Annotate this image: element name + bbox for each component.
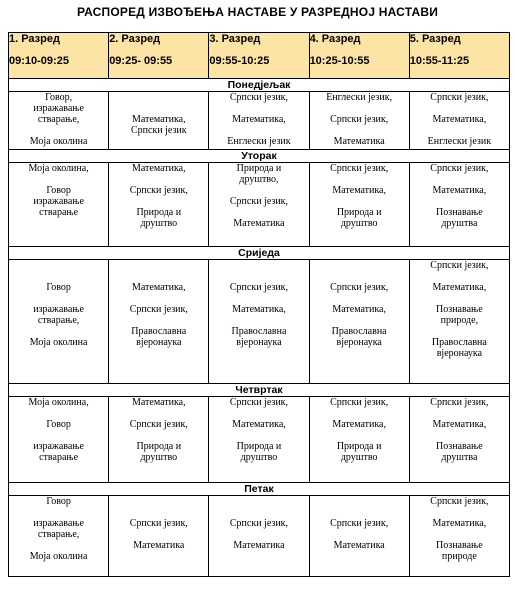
spacer — [310, 271, 409, 282]
header-row — [9, 33, 510, 79]
subject-line: Енглески језик, — [326, 92, 393, 103]
subject-line: Српски језик, — [129, 518, 188, 529]
spacer — [310, 174, 409, 185]
subject-line: Српски језик — [130, 125, 187, 136]
spacer — [109, 496, 208, 507]
subject-line: стварање, — [37, 529, 80, 540]
spacer — [310, 103, 409, 114]
spacer — [410, 430, 509, 441]
subject-line: Српски језик, — [129, 304, 188, 315]
subject-line: Математика — [233, 540, 285, 551]
spacer — [109, 103, 208, 114]
subject-line: Математика, — [131, 282, 186, 293]
subject-line: изражавање — [33, 304, 84, 315]
subject-line: Српски језик, — [430, 163, 489, 174]
subject-line: изражавање — [33, 441, 84, 452]
subject-line: Српски језик, — [430, 397, 489, 408]
subject-line: Говор — [46, 419, 71, 430]
subject-line: изражавање — [33, 103, 84, 114]
subject-line: Природа и — [236, 163, 282, 174]
spacer — [9, 326, 108, 337]
spacer — [109, 507, 208, 518]
lesson-cell — [209, 496, 309, 577]
subject-line: вјеронаука — [136, 337, 182, 348]
grade-label: 3. Разред — [209, 33, 261, 45]
spacer — [9, 260, 108, 271]
spacer — [109, 529, 208, 540]
subject-line: Природа и — [136, 207, 182, 218]
time-label: 09:55-10:25 — [209, 55, 270, 67]
lesson-cell — [409, 397, 509, 483]
spacer — [410, 125, 509, 136]
subject-line: друштво — [240, 452, 278, 463]
subject-line: Српски језик, — [229, 92, 289, 103]
spacer — [310, 196, 409, 207]
spacer — [9, 540, 108, 551]
spacer — [209, 185, 308, 196]
spacer — [109, 196, 208, 207]
spacer — [410, 529, 509, 540]
spacer — [410, 326, 509, 337]
grade-label: 1. Разред — [9, 33, 60, 45]
subject-line: Православна — [331, 326, 387, 337]
subject-line: Математика, — [332, 419, 386, 430]
subject-line: Српски језик, — [229, 518, 289, 529]
lesson-cell — [9, 496, 109, 577]
lesson-cell — [409, 496, 509, 577]
schedule-body — [9, 79, 510, 577]
lesson-cell — [309, 496, 409, 577]
spacer — [410, 507, 509, 518]
spacer — [9, 174, 108, 185]
spacer — [109, 271, 208, 282]
grade-header-2 — [109, 33, 209, 79]
lesson-cell — [309, 92, 409, 150]
lesson-cell — [109, 260, 209, 384]
lesson-cell — [409, 92, 509, 150]
spacer — [410, 103, 509, 114]
spacer — [410, 196, 509, 207]
subject-line: Математика, — [432, 518, 487, 529]
subject-line: Природа и — [136, 441, 182, 452]
spacer — [109, 174, 208, 185]
grade-label: 4. Разред — [309, 33, 361, 45]
lesson-cell — [409, 163, 509, 247]
grade-header-4 — [309, 33, 409, 79]
day-header-row — [9, 384, 510, 397]
grade-header-5 — [409, 33, 509, 79]
lesson-cell — [109, 496, 209, 577]
subject-line: Енглески језик — [227, 136, 291, 147]
lessons-row — [9, 397, 510, 483]
lesson-cell — [109, 92, 209, 150]
subject-line: стварање, — [37, 315, 80, 326]
subject-line: Говор — [46, 282, 71, 293]
spacer — [109, 315, 208, 326]
lesson-cell — [109, 163, 209, 247]
subject-line: друштво — [140, 218, 178, 229]
spacer — [310, 125, 409, 136]
subject-line: Моја околина — [29, 551, 88, 562]
subject-line: природе — [441, 551, 477, 562]
subject-line: Српски језик, — [330, 518, 389, 529]
subject-line: Познавање — [436, 441, 483, 452]
spacer — [310, 408, 409, 419]
subject-line: Српски језик, — [129, 185, 188, 196]
subject-line: Математика, — [131, 397, 186, 408]
grade-header-1 — [9, 33, 109, 79]
subject-line: стварање — [39, 452, 79, 463]
spacer — [9, 125, 108, 136]
spacer — [209, 103, 308, 114]
subject-line: Познавање — [436, 304, 483, 315]
spacer — [9, 293, 108, 304]
spacer — [9, 408, 108, 419]
spacer — [109, 408, 208, 419]
lesson-cell — [309, 260, 409, 384]
subject-line: Математика, — [232, 304, 286, 315]
subject-line: Природа и — [336, 207, 382, 218]
subject-line: Математика, — [432, 185, 487, 196]
lesson-cell — [209, 92, 309, 150]
spacer — [209, 529, 308, 540]
day-name: Четвртак — [9, 384, 510, 397]
spacer — [310, 496, 409, 507]
subject-line: Српски језик, — [430, 260, 489, 271]
day-name: Петак — [9, 483, 510, 496]
subject-line: Математика — [333, 540, 385, 551]
subject-line: Математика, — [131, 163, 186, 174]
spacer — [9, 430, 108, 441]
subject-line: Православна — [431, 337, 487, 348]
grade-label: 5. Разред — [409, 33, 461, 45]
spacer — [209, 260, 308, 271]
grade-label: 2. Разред — [109, 33, 161, 45]
lesson-cell — [409, 260, 509, 384]
spacer — [209, 507, 308, 518]
subject-line: Математика, — [432, 282, 487, 293]
spacer — [410, 174, 509, 185]
subject-line: изражавање — [33, 196, 84, 207]
subject-line: стварање — [39, 207, 79, 218]
spacer — [9, 507, 108, 518]
spacer — [410, 293, 509, 304]
day-header-row — [9, 150, 510, 163]
subject-line: Српски језик, — [330, 282, 389, 293]
subject-line: друштво — [340, 218, 378, 229]
lesson-cell — [209, 163, 309, 247]
subject-line: Говор, — [45, 92, 73, 103]
subject-line: друштво — [140, 452, 178, 463]
schedule-table — [8, 32, 510, 577]
spacer — [310, 529, 409, 540]
grade-header-3 — [209, 33, 309, 79]
subject-line: Српски језик, — [430, 496, 489, 507]
day-name: Сриједа — [9, 247, 510, 260]
subject-line: Математика, — [432, 419, 487, 430]
lessons-row — [9, 496, 510, 577]
day-name: Понедјељак — [9, 79, 510, 92]
subject-line: вјеронаука — [436, 348, 483, 359]
subject-line: друштво, — [239, 174, 279, 185]
spacer — [109, 293, 208, 304]
spacer — [410, 271, 509, 282]
time-label: 09:25- 09:55 — [109, 55, 173, 67]
subject-line: Српски језик, — [129, 419, 188, 430]
subject-line: Говор — [46, 496, 71, 507]
subject-line: Математика — [133, 540, 185, 551]
spacer — [209, 408, 308, 419]
subject-line: Говор — [46, 185, 71, 196]
subject-line: Математика, — [332, 185, 386, 196]
subject-line: Математика, — [232, 419, 286, 430]
spacer — [209, 315, 308, 326]
spacer — [109, 260, 208, 271]
spacer — [310, 430, 409, 441]
subject-line: Природа и — [336, 441, 382, 452]
lesson-cell — [109, 397, 209, 483]
spacer — [209, 271, 308, 282]
subject-line: Математика — [233, 218, 285, 229]
day-header-row — [9, 247, 510, 260]
subject-line: природе, — [440, 315, 479, 326]
day-name: Уторак — [9, 150, 510, 163]
subject-line: Српски језик, — [229, 196, 289, 207]
spacer — [9, 271, 108, 282]
lesson-cell — [9, 163, 109, 247]
day-header-row — [9, 79, 510, 92]
subject-line: Познавање — [436, 207, 483, 218]
subject-line: Математика, — [232, 114, 286, 125]
subject-line: Моја околина, — [28, 397, 89, 408]
spacer — [310, 507, 409, 518]
spacer — [109, 430, 208, 441]
subject-line: Моја околина, — [28, 163, 89, 174]
subject-line: Моја околина — [29, 337, 88, 348]
time-label: 10:55-11:25 — [409, 55, 470, 67]
lesson-cell — [309, 163, 409, 247]
subject-line: Математика, — [131, 114, 186, 125]
spacer — [410, 408, 509, 419]
subject-line: Природа и — [236, 441, 282, 452]
time-label: 09:10-09:25 — [9, 55, 69, 67]
subject-line: Српски језик, — [430, 92, 489, 103]
subject-line: друштва — [441, 452, 478, 463]
spacer — [310, 293, 409, 304]
subject-line: Моја околина — [29, 136, 88, 147]
subject-line: друштва — [441, 218, 478, 229]
subject-line: Православна — [131, 326, 187, 337]
subject-line: друштво — [340, 452, 378, 463]
subject-line: вјеронаука — [336, 337, 382, 348]
spacer — [209, 207, 308, 218]
lessons-row — [9, 260, 510, 384]
subject-line: Математика, — [432, 114, 487, 125]
lesson-cell — [209, 260, 309, 384]
subject-line: Српски језик, — [330, 397, 389, 408]
lesson-cell — [9, 397, 109, 483]
lesson-cell — [309, 397, 409, 483]
lessons-row — [9, 92, 510, 150]
lesson-cell — [9, 260, 109, 384]
lesson-cell — [209, 397, 309, 483]
spacer — [109, 92, 208, 103]
lessons-row — [9, 163, 510, 247]
subject-line: Српски језик, — [229, 282, 289, 293]
time-label: 10:25-10:55 — [309, 55, 370, 67]
subject-line: Српски језик, — [330, 163, 389, 174]
subject-line: Српски језик, — [229, 397, 289, 408]
subject-line: Српски језик, — [330, 114, 389, 125]
subject-line: Православна — [231, 326, 287, 337]
spacer — [209, 125, 308, 136]
spacer — [209, 293, 308, 304]
subject-line: Познавање — [436, 540, 483, 551]
subject-line: Математика, — [332, 304, 386, 315]
spacer — [209, 496, 308, 507]
subject-line: вјеронаука — [236, 337, 282, 348]
spacer — [310, 315, 409, 326]
spacer — [209, 430, 308, 441]
subject-line: Математика — [333, 136, 385, 147]
page-title: РАСПОРЕД ИЗВОЂЕЊА НАСТАВЕ У РАЗРЕДНОЈ НАСТАВИ — [76, 5, 439, 19]
lesson-cell — [9, 92, 109, 150]
day-header-row — [9, 483, 510, 496]
spacer — [310, 260, 409, 271]
subject-line: изражавање — [33, 518, 84, 529]
subject-line: стварање, — [37, 114, 80, 125]
subject-line: Енглески језик — [427, 136, 492, 147]
